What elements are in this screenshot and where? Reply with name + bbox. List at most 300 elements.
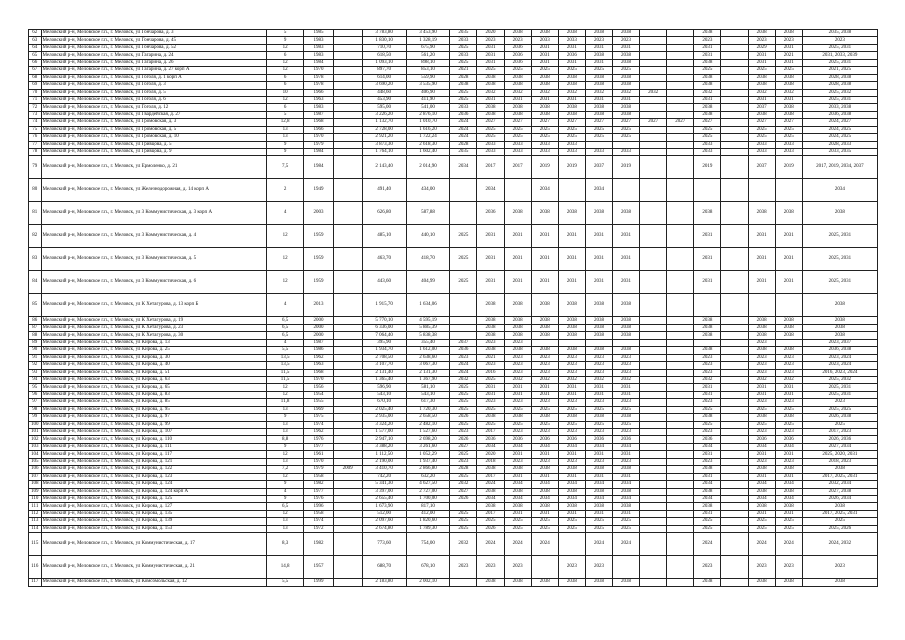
table-cell-n: 74 — [29, 119, 42, 126]
table-cell-c12: 2038 — [748, 202, 775, 225]
table-cell-c4: 2038 — [531, 488, 558, 495]
table-cell-c10: 2036 — [694, 436, 721, 443]
table-cell-a1: 5 341,30 — [362, 481, 406, 488]
table-cell-c2: 2023 — [477, 399, 504, 406]
table-cell-c8 — [640, 339, 667, 346]
table-cell-yr2 — [333, 134, 362, 141]
table-cell-c12: 2031 — [748, 473, 775, 480]
table-cell-c4: 2038 — [531, 74, 558, 81]
table-cell-c3: 2038 — [504, 347, 531, 354]
table-cell-addr: Меловский р-н, Меловское г.п., г. Меловск, ул Кирова, д. 124 — [41, 481, 266, 488]
table-cell-c11 — [721, 362, 748, 369]
table-cell-c10: 2038 — [694, 30, 721, 37]
table-cell-c2: 2018 — [477, 458, 504, 465]
table-cell-c11 — [721, 429, 748, 436]
table-cell-n: 91 — [29, 354, 42, 361]
table-cell-c10: 2038 — [694, 59, 721, 66]
table-cell-c8 — [640, 317, 667, 324]
table-cell-c4: 2023 — [531, 429, 558, 436]
table-cell-n: 112 — [29, 510, 42, 517]
table-cell-c1: 2021 — [450, 67, 477, 74]
table-cell-c11 — [721, 202, 748, 225]
table-cell-yr: 1968 — [304, 369, 333, 376]
table-cell-yr: 1962 — [304, 354, 333, 361]
table-row — [29, 421, 878, 428]
table-cell-c1: 2038 — [450, 82, 477, 89]
table-cell-c6: 2031 — [585, 59, 612, 66]
table-cell-last: 2018, 2023 — [802, 458, 877, 465]
table-cell-yr2 — [333, 156, 362, 179]
table-cell-c4: 2038 — [531, 579, 558, 586]
table-cell-c10: 2033 — [694, 141, 721, 148]
table-cell-a1: 1 934,70 — [362, 347, 406, 354]
table-cell-last: 2038 — [802, 324, 877, 331]
table-cell-c6: 2038 — [585, 111, 612, 118]
table-cell-c1: 2025 — [450, 96, 477, 103]
table-row — [29, 149, 878, 156]
table-cell-c13: 2025 — [775, 421, 802, 428]
table-cell-c12: 2038 — [748, 317, 775, 324]
table-cell-c7: 2034 — [613, 495, 640, 502]
table-cell-c6: 2023 — [585, 429, 612, 436]
table-cell-yr: 1959 — [304, 248, 333, 271]
table-cell-a1: 897,70 — [362, 67, 406, 74]
table-cell-addr: Меловский р-н, Меловское г.п., г. Меловск, ул Кирова, д. 51 — [41, 369, 266, 376]
table-cell-fl: 11,5 — [266, 376, 304, 383]
table-cell-fl: 9 — [266, 149, 304, 156]
table-cell-c2: 2038 — [477, 294, 504, 317]
table-cell-c1: 2024 — [450, 126, 477, 133]
table-row — [29, 225, 878, 248]
table-row — [29, 347, 878, 354]
table-cell-c13: 2038 — [775, 82, 802, 89]
table-cell-c12: 2023 — [748, 399, 775, 406]
table-cell-n: 113 — [29, 518, 42, 525]
table-cell-yr: 1972 — [304, 525, 333, 532]
table-cell-yr2 — [333, 225, 362, 248]
table-cell-c6: 2025 — [585, 525, 612, 532]
table-cell-c5: 2038 — [558, 503, 585, 510]
table-cell-c6: 2038 — [585, 488, 612, 495]
table-cell-a1: 2 143,40 — [362, 156, 406, 179]
table-cell-fl: 12 — [266, 473, 304, 480]
table-cell-c5: 2036 — [558, 52, 585, 59]
table-cell-c7: 2023 — [613, 354, 640, 361]
table-cell-c8 — [640, 67, 667, 74]
table-cell-yr: 2000 — [304, 317, 333, 324]
table-cell-c13: 2038 — [775, 202, 802, 225]
table-cell-c4: 2027 — [531, 119, 558, 126]
table-cell-c8 — [640, 406, 667, 413]
table-cell-last: 2016, 2023, 2024 — [802, 369, 877, 376]
table-cell-c12: 2038 — [748, 414, 775, 421]
table-cell-c3: 2032 — [504, 376, 531, 383]
table-cell-c12: 2038 — [748, 579, 775, 586]
table-cell-c8 — [640, 126, 667, 133]
table-cell-c5: 2038 — [558, 347, 585, 354]
table-cell-fl: 12 — [266, 271, 304, 294]
table-cell-addr: Меловский р-н, Меловское г.п., г. Меловск, ул Кирова, д. 95 — [41, 406, 266, 413]
table-cell-c13: 2023 — [775, 354, 802, 361]
table-cell-c7 — [613, 339, 640, 346]
table-cell-last: 2024, 2025 — [802, 134, 877, 141]
table-row — [29, 82, 878, 89]
table-cell-c9 — [667, 141, 694, 148]
table-cell-c1 — [450, 202, 477, 225]
table-cell-c1: 2025 — [450, 59, 477, 66]
table-cell-c4: 2034 — [531, 495, 558, 502]
table-cell-c4: 2031 — [531, 248, 558, 271]
table-cell-yr: 1974 — [304, 518, 333, 525]
table-cell-yr: 1978 — [304, 74, 333, 81]
table-cell-c12: 2023 — [748, 362, 775, 369]
table-cell-c8 — [640, 141, 667, 148]
table-cell-c8 — [640, 134, 667, 141]
table-cell-fl: 13 — [266, 126, 304, 133]
table-cell-a1: 2 655,40 — [362, 495, 406, 502]
table-cell-c13: 2038 — [775, 347, 802, 354]
table-cell-addr: Меловский р-н, Меловское г.п., г. Меловск, ул Кирова, д. 135 — [41, 510, 266, 517]
table-cell-c1: 2037 — [450, 339, 477, 346]
table-cell-c9 — [667, 134, 694, 141]
table-cell-c1: 2026 — [450, 436, 477, 443]
table-cell-c6: 2038 — [585, 332, 612, 339]
table-cell-c9 — [667, 317, 694, 324]
table-cell-c5: 2032 — [558, 89, 585, 96]
table-cell-a1: 3 226,20 — [362, 111, 406, 118]
table-cell-fl: 12 — [266, 67, 304, 74]
table-cell-yr: 1987 — [304, 111, 333, 118]
table-cell-c12: 2025 — [748, 126, 775, 133]
table-cell-c11 — [721, 414, 748, 421]
table-cell-n: 97 — [29, 399, 42, 406]
table-cell-yr: 1966 — [304, 126, 333, 133]
table-cell-fl: 5 — [266, 30, 304, 37]
table-cell-a1: 1 093,10 — [362, 59, 406, 66]
table-cell-c8: 2032 — [640, 89, 667, 96]
table-cell-c12: 2031 — [748, 271, 775, 294]
table-cell-yr2 — [333, 354, 362, 361]
table-cell-yr2 — [333, 391, 362, 398]
table-cell-c8 — [640, 225, 667, 248]
table-cell-c12: 2034 — [748, 481, 775, 488]
table-cell-c5: 2038 — [558, 30, 585, 37]
table-cell-c3: 2025 — [504, 518, 531, 525]
table-body — [29, 30, 878, 587]
table-cell-a1: 626,80 — [362, 202, 406, 225]
table-cell-c5: 2031 — [558, 384, 585, 391]
table-cell-yr: 1958 — [304, 473, 333, 480]
table-cell-addr: Меловский р-н, Меловское г.п., г. Меловск, ул Гоголя, д. 12 — [41, 104, 266, 111]
table-cell-a1: 453,90 — [362, 96, 406, 103]
table-cell-yr: 1983 — [304, 44, 333, 51]
table-cell-c12: 2038 — [748, 111, 775, 118]
table-cell-c12: 2031 — [748, 59, 775, 66]
table-cell-c7: 2025 — [613, 67, 640, 74]
table-cell-c6: 2027 — [585, 119, 612, 126]
table-cell-a2: 632,20 — [406, 473, 450, 480]
table-cell-c12: 2038 — [748, 466, 775, 473]
table-cell-yr2 — [333, 104, 362, 111]
table-cell-c2: 2025 — [477, 406, 504, 413]
table-cell-yr: 1976 — [304, 436, 333, 443]
table-cell-c9 — [667, 488, 694, 495]
table-cell-c8 — [640, 556, 667, 579]
table-cell-n: 99 — [29, 414, 42, 421]
table-cell-a2: 559,90 — [406, 74, 450, 81]
table-cell-c10: 2034 — [694, 443, 721, 450]
table-cell-yr2 — [333, 525, 362, 532]
table-cell-c1: 2025 — [450, 44, 477, 51]
table-cell-c6: 2038 — [585, 202, 612, 225]
table-cell-c8 — [640, 202, 667, 225]
table-cell-addr: Меловский р-н, Меловское г.п., г. Меловск, ул Кирова, д. 99 — [41, 421, 266, 428]
table-cell-a2: 3 453,90 — [406, 30, 450, 37]
table-cell-a2: 3 261,60 — [406, 443, 450, 450]
table-cell-c7: 2023 — [613, 369, 640, 376]
table-cell-c10: 2023 — [694, 556, 721, 579]
table-cell-c4: 2025 — [531, 406, 558, 413]
table-cell-n: 88 — [29, 332, 42, 339]
table-cell-c5: 2033 — [558, 37, 585, 44]
table-cell-c2: 2033 — [477, 141, 504, 148]
table-cell-c2: 2038 — [477, 503, 504, 510]
table-cell-c5 — [558, 339, 585, 346]
table-cell-n: 69 — [29, 82, 42, 89]
table-cell-fl: 7,2 — [266, 466, 304, 473]
table-cell-c2: 2023 — [477, 339, 504, 346]
table-cell-last: 2023, 2024 — [802, 362, 877, 369]
table-cell-last: 2024, 2032 — [802, 533, 877, 556]
table-cell-c12 — [748, 294, 775, 317]
table-cell-c4: 2033 — [531, 141, 558, 148]
table-cell-a1: 1 830,10 — [362, 37, 406, 44]
table-cell-c8 — [640, 248, 667, 271]
table-cell-c10: 2025 — [694, 126, 721, 133]
table-cell-c7: 2034 — [613, 481, 640, 488]
table-cell-addr: Меловский р-н, Меловское г.п., г. Меловск, ул Гагарина, д. 24 — [41, 52, 266, 59]
table-cell-c8 — [640, 149, 667, 156]
table-cell-c8 — [640, 391, 667, 398]
table-cell-c5: 2025 — [558, 518, 585, 525]
table-cell-c6: 2038 — [585, 52, 612, 59]
table-cell-last: 2024, 2027 — [802, 119, 877, 126]
table-cell-a2: 817,10 — [406, 503, 450, 510]
table-cell-fl: 12 — [266, 59, 304, 66]
table-cell-c7: 2031 — [613, 44, 640, 51]
table-cell-n: 81 — [29, 202, 42, 225]
table-cell-yr2 — [333, 44, 362, 51]
table-cell-c3: 2033 — [504, 141, 531, 148]
table-cell-c6: 2023 — [585, 362, 612, 369]
table-cell-c5: 2025 — [558, 525, 585, 532]
table-cell-last: 2017, 2025, 2031 — [802, 510, 877, 517]
table-cell-yr2 — [333, 202, 362, 225]
table-cell-c12: 2038 — [748, 488, 775, 495]
table-cell-c5: 2038 — [558, 294, 585, 317]
table-cell-n: 92 — [29, 362, 42, 369]
table-row — [29, 556, 878, 579]
table-cell-c3: 2038 — [504, 294, 531, 317]
table-cell-fl: 5 — [266, 111, 304, 118]
table-cell-c6: 2034 — [585, 443, 612, 450]
table-cell-fl: 12,8 — [266, 119, 304, 126]
table-cell-c8 — [640, 443, 667, 450]
table-cell-fl: 14,8 — [266, 556, 304, 579]
table-cell-last: 2035, 2038 — [802, 30, 877, 37]
table-cell-c11 — [721, 52, 748, 59]
table-cell-c12: 2023 — [748, 556, 775, 579]
table-cell-yr2 — [333, 488, 362, 495]
table-cell-fl: 12 — [266, 96, 304, 103]
table-cell-c11 — [721, 354, 748, 361]
table-cell-addr: Меловский р-н, Меловское г.п., г. Меловск, ул Кирова, д. 83 — [41, 391, 266, 398]
table-cell-c1: 2024 — [450, 134, 477, 141]
table-cell-a2: 898,10 — [406, 59, 450, 66]
table-cell-yr: 1983 — [304, 37, 333, 44]
table-cell-yr: 1954 — [304, 391, 333, 398]
table-cell-c9 — [667, 436, 694, 443]
table-cell-c7 — [613, 556, 640, 579]
table-cell-yr: 1984 — [304, 59, 333, 66]
table-cell-c13: 2034 — [775, 495, 802, 502]
table-cell-c8 — [640, 271, 667, 294]
table-cell-c4: 2025 — [531, 518, 558, 525]
table-cell-c10: 2038 — [694, 579, 721, 586]
table-cell-a2: 675,90 — [406, 44, 450, 51]
table-cell-addr: Меловский р-н, Меловское г.п., г. Меловск, ул К Хетагурова, д. 19 — [41, 317, 266, 324]
table-cell-c9 — [667, 369, 694, 376]
table-cell-yr: 1984 — [304, 149, 333, 156]
table-cell-c13: 2025 — [775, 134, 802, 141]
table-cell-c2: 2038 — [477, 317, 504, 324]
table-cell-c2: 2024 — [477, 533, 504, 556]
table-cell-c3: 2038 — [504, 414, 531, 421]
table-cell-c12: 2025 — [748, 518, 775, 525]
table-cell-c2: 2036 — [477, 436, 504, 443]
table-cell-last: 2034 — [802, 179, 877, 202]
table-cell-c5: 2038 — [558, 74, 585, 81]
table-cell-yr2 — [333, 30, 362, 37]
table-cell-c1: 2023 — [450, 556, 477, 579]
table-cell-c12: 2037 — [748, 104, 775, 111]
table-cell-addr: Меловский р-н, Меловское г.п., г. Меловск, ул Гоголя, д. 6 — [41, 96, 266, 103]
table-cell-c5: 2031 — [558, 510, 585, 517]
table-cell-n: 101 — [29, 429, 42, 436]
table-cell-c9 — [667, 89, 694, 96]
table-cell-yr: 1999 — [304, 579, 333, 586]
table-cell-c6: 2025 — [585, 406, 612, 413]
table-cell-c5: 2031 — [558, 391, 585, 398]
table-cell-c5: 2034 — [558, 495, 585, 502]
table-cell-c2: 2034 — [477, 495, 504, 502]
table-cell-c11 — [721, 443, 748, 450]
table-cell-n: 108 — [29, 481, 42, 488]
table-cell-c9 — [667, 495, 694, 502]
table-cell-c11 — [721, 96, 748, 103]
table-cell-c6: 2032 — [585, 89, 612, 96]
table-cell-c9 — [667, 458, 694, 465]
table-cell-c13: 2024 — [775, 533, 802, 556]
table-cell-c3: 2038 — [504, 324, 531, 331]
table-cell-c7: 2023 — [613, 429, 640, 436]
table-cell-fl: 4 — [266, 339, 304, 346]
table-cell-c12: 2038 — [748, 503, 775, 510]
table-cell-c8 — [640, 294, 667, 317]
table-cell-c6: 2038 — [585, 317, 612, 324]
table-cell-c1: 2025 — [450, 384, 477, 391]
table-cell-a2: 1 700,00 — [406, 495, 450, 502]
table-cell-yr: 1958 — [304, 510, 333, 517]
table-cell-c1: 2028 — [450, 466, 477, 473]
table-cell-c3: 2038 — [504, 579, 531, 586]
table-cell-yr2 — [333, 317, 362, 324]
table-cell-c5: 2025 — [558, 126, 585, 133]
table-cell-c10: 2038 — [694, 317, 721, 324]
table-cell-c3: 2038 — [504, 202, 531, 225]
table-cell-c1: 2028 — [450, 74, 477, 81]
table-cell-c12: 2037 — [748, 156, 775, 179]
table-cell-c8 — [640, 436, 667, 443]
table-cell-a1: 2 728,00 — [362, 126, 406, 133]
table-cell-c7: 2031 — [613, 96, 640, 103]
table-cell-c13: 2023 — [775, 399, 802, 406]
table-row — [29, 533, 878, 556]
table-cell-a2: 587,88 — [406, 202, 450, 225]
table-cell-c12: 2025 — [748, 134, 775, 141]
table-cell-c4: 2038 — [531, 466, 558, 473]
table-cell-addr: Меловский р-н, Меловское г.п., г. Меловск, ул 3 Коммунистическая, д. 3 корп А — [41, 202, 266, 225]
table-cell-c9 — [667, 156, 694, 179]
table-cell-c10: 2023 — [694, 429, 721, 436]
table-cell-yr2 — [333, 111, 362, 118]
table-cell-c5 — [558, 533, 585, 556]
table-cell-c3: 2023 — [504, 37, 531, 44]
table-cell-c4 — [531, 556, 558, 579]
table-cell-c5: 2033 — [558, 141, 585, 148]
table-cell-c5: 2025 — [558, 134, 585, 141]
table-cell-c12: 2034 — [748, 443, 775, 450]
table-cell-yr: 1963 — [304, 96, 333, 103]
table-cell-a2: 2 618,30 — [406, 141, 450, 148]
table-cell-c13: 2031 — [775, 96, 802, 103]
table-cell-c6: 2038 — [585, 579, 612, 586]
table-cell-yr2 — [333, 436, 362, 443]
table-cell-c6: 2031 — [585, 391, 612, 398]
table-cell-c10: 2031 — [694, 451, 721, 458]
table-cell-c6: 2038 — [585, 294, 612, 317]
table-cell-yr2 — [333, 126, 362, 133]
table-cell-addr: Меловский р-н, Меловское г.п., г. Меловск, ул Гоголя, д. 1 корп А — [41, 74, 266, 81]
table-cell-fl: 10 — [266, 89, 304, 96]
table-cell-c6: 2023 — [585, 354, 612, 361]
table-cell-a2: 1 527,60 — [406, 429, 450, 436]
table-cell-a1: 1 673,90 — [362, 503, 406, 510]
table-cell-c11 — [721, 579, 748, 586]
table-cell-n: 114 — [29, 525, 42, 532]
table-cell-c4: 2038 — [531, 503, 558, 510]
table-cell-a1: 3 690,20 — [362, 82, 406, 89]
table-cell-n: 96 — [29, 391, 42, 398]
table-cell-yr: 2000 — [304, 324, 333, 331]
table-cell-c7: 2038 — [613, 503, 640, 510]
table-cell-c5: 2031 — [558, 451, 585, 458]
table-cell-c12: 2038 — [748, 347, 775, 354]
table-cell-n: 67 — [29, 67, 42, 74]
table-cell-n: 111 — [29, 503, 42, 510]
table-cell-c9 — [667, 52, 694, 59]
table-cell-c5: 2025 — [558, 67, 585, 74]
